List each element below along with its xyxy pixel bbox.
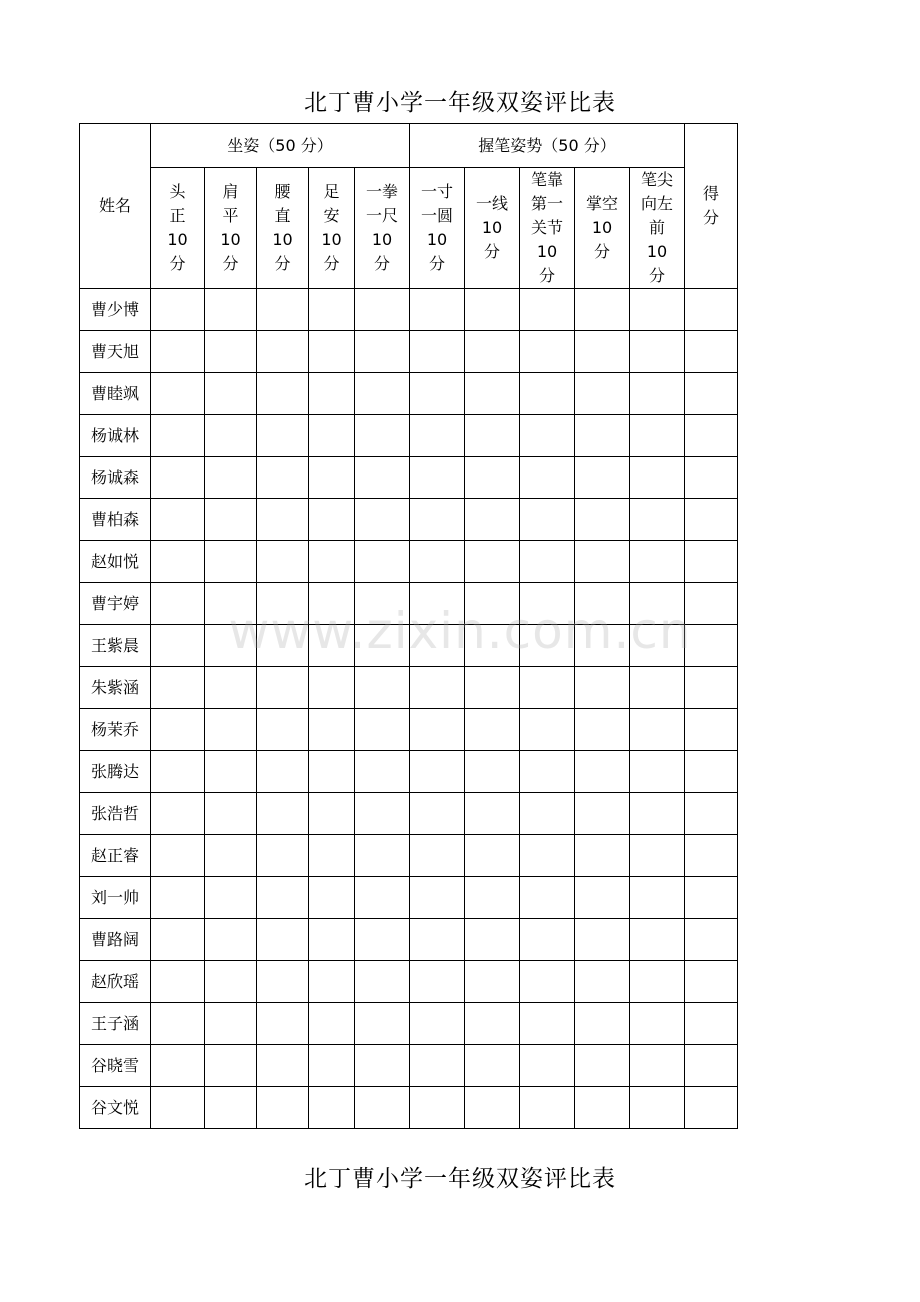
- score-cell[interactable]: [355, 1087, 410, 1129]
- score-cell[interactable]: [520, 1003, 575, 1045]
- score-cell[interactable]: [410, 751, 465, 793]
- score-cell[interactable]: [355, 667, 410, 709]
- score-cell[interactable]: [355, 289, 410, 331]
- score-cell[interactable]: [630, 1045, 685, 1087]
- score-cell[interactable]: [151, 1087, 205, 1129]
- student-name: 杨诚森: [80, 457, 151, 499]
- student-name: 朱紫涵: [80, 667, 151, 709]
- score-cell[interactable]: [465, 289, 520, 331]
- score-cell[interactable]: [465, 877, 520, 919]
- score-cell[interactable]: [355, 709, 410, 751]
- score-cell[interactable]: [309, 541, 355, 583]
- score-cell[interactable]: [465, 793, 520, 835]
- score-cell[interactable]: [520, 457, 575, 499]
- score-cell[interactable]: [309, 1045, 355, 1087]
- score-cell[interactable]: [355, 835, 410, 877]
- score-cell[interactable]: [355, 331, 410, 373]
- score-cell[interactable]: [151, 877, 205, 919]
- student-name: 谷晓雪: [80, 1045, 151, 1087]
- total-cell[interactable]: [685, 751, 738, 793]
- table-row: [80, 541, 738, 583]
- total-cell[interactable]: [685, 961, 738, 1003]
- score-cell[interactable]: [465, 541, 520, 583]
- score-cell[interactable]: [410, 541, 465, 583]
- score-cell[interactable]: [205, 1087, 257, 1129]
- score-cell[interactable]: [575, 583, 630, 625]
- score-cell[interactable]: [630, 751, 685, 793]
- total-cell[interactable]: [685, 625, 738, 667]
- score-cell[interactable]: [575, 457, 630, 499]
- total-cell[interactable]: [685, 373, 738, 415]
- student-name: 曹路阔: [80, 919, 151, 961]
- student-name: 王紫晨: [80, 625, 151, 667]
- page-title-repeat: 北丁曹小学一年级双姿评比表: [304, 1166, 616, 1192]
- score-cell[interactable]: [410, 667, 465, 709]
- student-name: 曹睦飒: [80, 373, 151, 415]
- score-cell[interactable]: [355, 373, 410, 415]
- score-cell[interactable]: [465, 919, 520, 961]
- student-name: 谷文悦: [80, 1087, 151, 1129]
- score-cell[interactable]: [205, 1045, 257, 1087]
- score-cell[interactable]: [151, 541, 205, 583]
- group-header-row: [80, 124, 738, 168]
- score-cell[interactable]: [575, 667, 630, 709]
- score-cell[interactable]: [151, 457, 205, 499]
- score-cell[interactable]: [630, 373, 685, 415]
- score-cell[interactable]: [520, 667, 575, 709]
- student-name: 赵欣瑶: [80, 961, 151, 1003]
- total-cell[interactable]: [685, 583, 738, 625]
- criterion-header: 笔尖 向左 前 10 分: [630, 168, 685, 289]
- score-cell[interactable]: [520, 877, 575, 919]
- score-cell[interactable]: [151, 583, 205, 625]
- score-cell[interactable]: [575, 415, 630, 457]
- score-cell[interactable]: [520, 751, 575, 793]
- score-cell[interactable]: [205, 289, 257, 331]
- score-cell[interactable]: [465, 1045, 520, 1087]
- score-cell[interactable]: [465, 835, 520, 877]
- table-row: [80, 1087, 738, 1129]
- score-cell[interactable]: [151, 961, 205, 1003]
- score-cell[interactable]: [257, 961, 309, 1003]
- table-row: [80, 961, 738, 1003]
- score-cell[interactable]: [465, 667, 520, 709]
- score-cell[interactable]: [630, 961, 685, 1003]
- score-cell[interactable]: [257, 667, 309, 709]
- score-cell[interactable]: [205, 877, 257, 919]
- score-cell[interactable]: [465, 1003, 520, 1045]
- score-cell[interactable]: [575, 373, 630, 415]
- score-cell[interactable]: [309, 457, 355, 499]
- score-cell[interactable]: [575, 751, 630, 793]
- score-cell[interactable]: [205, 373, 257, 415]
- score-cell[interactable]: [309, 793, 355, 835]
- score-cell[interactable]: [630, 541, 685, 583]
- score-cell[interactable]: [205, 709, 257, 751]
- score-cell[interactable]: [410, 1045, 465, 1087]
- table-row: [80, 499, 738, 541]
- score-cell[interactable]: [355, 457, 410, 499]
- score-cell[interactable]: [465, 961, 520, 1003]
- score-cell[interactable]: [151, 751, 205, 793]
- score-cell[interactable]: [465, 415, 520, 457]
- score-cell[interactable]: [630, 919, 685, 961]
- score-cell[interactable]: [465, 709, 520, 751]
- total-cell[interactable]: [685, 1045, 738, 1087]
- score-cell[interactable]: [355, 751, 410, 793]
- total-cell[interactable]: [685, 793, 738, 835]
- total-cell[interactable]: [685, 667, 738, 709]
- score-cell[interactable]: [205, 919, 257, 961]
- score-cell[interactable]: [520, 961, 575, 1003]
- score-cell[interactable]: [465, 499, 520, 541]
- table-row: [80, 667, 738, 709]
- score-cell[interactable]: [355, 541, 410, 583]
- criterion-header: 一寸 一圆 10 分: [410, 168, 465, 289]
- score-cell[interactable]: [257, 373, 309, 415]
- score-cell[interactable]: [520, 1045, 575, 1087]
- score-cell[interactable]: [630, 457, 685, 499]
- score-cell[interactable]: [630, 415, 685, 457]
- criterion-header: 头 正 10 分: [151, 168, 205, 289]
- score-cell[interactable]: [630, 667, 685, 709]
- score-cell[interactable]: [309, 919, 355, 961]
- score-cell[interactable]: [630, 835, 685, 877]
- score-cell[interactable]: [410, 709, 465, 751]
- score-cell[interactable]: [520, 541, 575, 583]
- score-cell[interactable]: [410, 961, 465, 1003]
- score-cell[interactable]: [309, 835, 355, 877]
- student-name: 张浩哲: [80, 793, 151, 835]
- score-cell[interactable]: [410, 793, 465, 835]
- total-cell[interactable]: [685, 919, 738, 961]
- score-cell[interactable]: [575, 835, 630, 877]
- table-row: [80, 793, 738, 835]
- student-name: 王子涵: [80, 1003, 151, 1045]
- table-row: [80, 415, 738, 457]
- score-cell[interactable]: [205, 667, 257, 709]
- score-cell[interactable]: [520, 499, 575, 541]
- score-cell[interactable]: [355, 499, 410, 541]
- score-cell[interactable]: [151, 625, 205, 667]
- table-row: [80, 625, 738, 667]
- score-cell[interactable]: [205, 583, 257, 625]
- score-cell[interactable]: [575, 1003, 630, 1045]
- score-cell[interactable]: [151, 919, 205, 961]
- score-cell[interactable]: [257, 1087, 309, 1129]
- score-cell[interactable]: [575, 961, 630, 1003]
- sitting-posture-header: 坐姿（50 分）: [151, 124, 410, 168]
- criterion-header: 一线 10 分: [465, 168, 520, 289]
- score-cell[interactable]: [465, 625, 520, 667]
- score-cell[interactable]: [465, 583, 520, 625]
- score-cell[interactable]: [205, 541, 257, 583]
- score-cell[interactable]: [520, 793, 575, 835]
- score-cell[interactable]: [575, 1087, 630, 1129]
- student-name: 曹少博: [80, 289, 151, 331]
- score-cell[interactable]: [205, 1003, 257, 1045]
- score-cell[interactable]: [151, 1045, 205, 1087]
- score-cell[interactable]: [575, 793, 630, 835]
- score-cell[interactable]: [520, 583, 575, 625]
- score-cell[interactable]: [205, 961, 257, 1003]
- score-cell[interactable]: [410, 625, 465, 667]
- score-cell[interactable]: [410, 1087, 465, 1129]
- score-cell[interactable]: [257, 331, 309, 373]
- score-cell[interactable]: [257, 835, 309, 877]
- score-cell[interactable]: [575, 1045, 630, 1087]
- score-cell[interactable]: [355, 793, 410, 835]
- score-cell[interactable]: [630, 877, 685, 919]
- score-cell[interactable]: [630, 331, 685, 373]
- score-cell[interactable]: [465, 331, 520, 373]
- total-cell[interactable]: [685, 877, 738, 919]
- score-cell[interactable]: [410, 583, 465, 625]
- score-cell[interactable]: [630, 499, 685, 541]
- student-name: 刘一帅: [80, 877, 151, 919]
- total-cell[interactable]: [685, 415, 738, 457]
- score-cell[interactable]: [575, 919, 630, 961]
- score-cell[interactable]: [630, 625, 685, 667]
- pen-grip-header: 握笔姿势（50 分）: [410, 124, 685, 168]
- total-cell[interactable]: [685, 331, 738, 373]
- score-cell[interactable]: [410, 289, 465, 331]
- name-column-header: 姓名: [80, 124, 151, 289]
- score-cell[interactable]: [205, 751, 257, 793]
- score-cell[interactable]: [309, 751, 355, 793]
- score-cell[interactable]: [410, 499, 465, 541]
- score-cell[interactable]: [257, 919, 309, 961]
- score-cell[interactable]: [630, 1087, 685, 1129]
- total-cell[interactable]: [685, 1003, 738, 1045]
- table-row: [80, 835, 738, 877]
- table-row: [80, 583, 738, 625]
- score-cell[interactable]: [520, 289, 575, 331]
- score-cell[interactable]: [257, 541, 309, 583]
- score-cell[interactable]: [630, 1003, 685, 1045]
- score-cell[interactable]: [465, 373, 520, 415]
- score-cell[interactable]: [355, 583, 410, 625]
- score-cell[interactable]: [520, 919, 575, 961]
- score-cell[interactable]: [309, 1003, 355, 1045]
- score-cell[interactable]: [630, 709, 685, 751]
- score-cell[interactable]: [465, 1087, 520, 1129]
- table-row: [80, 1003, 738, 1045]
- score-cell[interactable]: [151, 709, 205, 751]
- score-cell[interactable]: [151, 499, 205, 541]
- table-row: [80, 751, 738, 793]
- student-name: 赵正睿: [80, 835, 151, 877]
- score-cell[interactable]: [151, 835, 205, 877]
- watermark: www.zixin.com.cn: [228, 602, 692, 660]
- total-cell[interactable]: [685, 541, 738, 583]
- score-cell[interactable]: [520, 331, 575, 373]
- score-cell[interactable]: [205, 331, 257, 373]
- score-cell[interactable]: [520, 709, 575, 751]
- score-cell[interactable]: [257, 877, 309, 919]
- score-cell[interactable]: [205, 499, 257, 541]
- score-cell[interactable]: [355, 625, 410, 667]
- criterion-header: 肩 平 10 分: [205, 168, 257, 289]
- student-name: 杨诚林: [80, 415, 151, 457]
- score-cell[interactable]: [575, 877, 630, 919]
- table-row: [80, 373, 738, 415]
- score-cell[interactable]: [355, 1045, 410, 1087]
- table-row: [80, 331, 738, 373]
- score-cell[interactable]: [410, 415, 465, 457]
- score-cell[interactable]: [575, 289, 630, 331]
- score-cell[interactable]: [520, 373, 575, 415]
- score-cell[interactable]: [630, 289, 685, 331]
- score-cell[interactable]: [151, 1003, 205, 1045]
- score-cell[interactable]: [309, 331, 355, 373]
- score-cell[interactable]: [309, 583, 355, 625]
- score-cell[interactable]: [630, 793, 685, 835]
- score-cell[interactable]: [575, 709, 630, 751]
- evaluation-table: [79, 123, 738, 1129]
- score-cell[interactable]: [410, 457, 465, 499]
- student-name: 曹宇婷: [80, 583, 151, 625]
- score-cell[interactable]: [205, 415, 257, 457]
- score-cell[interactable]: [309, 415, 355, 457]
- score-cell[interactable]: [151, 415, 205, 457]
- score-cell[interactable]: [151, 373, 205, 415]
- total-cell[interactable]: [685, 457, 738, 499]
- score-cell[interactable]: [309, 289, 355, 331]
- score-cell[interactable]: [355, 415, 410, 457]
- score-cell[interactable]: [309, 625, 355, 667]
- score-cell[interactable]: [410, 919, 465, 961]
- total-cell[interactable]: [685, 1087, 738, 1129]
- score-cell[interactable]: [355, 877, 410, 919]
- score-cell[interactable]: [257, 415, 309, 457]
- score-cell[interactable]: [309, 961, 355, 1003]
- score-cell[interactable]: [575, 331, 630, 373]
- score-cell[interactable]: [520, 1087, 575, 1129]
- score-cell[interactable]: [575, 499, 630, 541]
- score-cell[interactable]: [205, 625, 257, 667]
- table-row: [80, 289, 738, 331]
- page-title: 北丁曹小学一年级双姿评比表: [304, 90, 616, 116]
- score-cell[interactable]: [309, 373, 355, 415]
- score-cell[interactable]: [257, 709, 309, 751]
- score-cell[interactable]: [520, 415, 575, 457]
- table-row: [80, 877, 738, 919]
- score-column-header: 得 分: [685, 124, 738, 289]
- score-cell[interactable]: [309, 1087, 355, 1129]
- score-cell[interactable]: [575, 541, 630, 583]
- score-cell[interactable]: [257, 793, 309, 835]
- student-name: 赵如悦: [80, 541, 151, 583]
- score-cell[interactable]: [151, 793, 205, 835]
- criterion-header: 一拳 一尺 10 分: [355, 168, 410, 289]
- student-name: 杨茉乔: [80, 709, 151, 751]
- score-cell[interactable]: [465, 457, 520, 499]
- score-cell[interactable]: [465, 751, 520, 793]
- criterion-header: 腰 直 10 分: [257, 168, 309, 289]
- score-cell[interactable]: [520, 835, 575, 877]
- criteria-header-row: [80, 168, 738, 289]
- table-row: [80, 457, 738, 499]
- score-cell[interactable]: [575, 625, 630, 667]
- score-cell[interactable]: [410, 835, 465, 877]
- score-cell[interactable]: [309, 499, 355, 541]
- score-cell[interactable]: [355, 961, 410, 1003]
- criterion-header: 足 安 10 分: [309, 168, 355, 289]
- score-cell[interactable]: [410, 331, 465, 373]
- table-row: [80, 919, 738, 961]
- total-cell[interactable]: [685, 835, 738, 877]
- score-cell[interactable]: [205, 835, 257, 877]
- score-cell[interactable]: [309, 667, 355, 709]
- score-cell[interactable]: [257, 583, 309, 625]
- score-cell[interactable]: [410, 1003, 465, 1045]
- student-name: 曹柏森: [80, 499, 151, 541]
- score-cell[interactable]: [257, 625, 309, 667]
- score-cell[interactable]: [257, 751, 309, 793]
- score-cell[interactable]: [257, 499, 309, 541]
- score-cell[interactable]: [410, 877, 465, 919]
- table-row: [80, 1045, 738, 1087]
- student-name: 张腾达: [80, 751, 151, 793]
- score-cell[interactable]: [410, 373, 465, 415]
- score-cell[interactable]: [257, 1045, 309, 1087]
- score-cell[interactable]: [355, 1003, 410, 1045]
- score-cell[interactable]: [257, 289, 309, 331]
- score-cell[interactable]: [151, 667, 205, 709]
- total-cell[interactable]: [685, 709, 738, 751]
- score-cell[interactable]: [205, 793, 257, 835]
- score-cell[interactable]: [257, 1003, 309, 1045]
- score-cell[interactable]: [205, 457, 257, 499]
- score-cell[interactable]: [309, 877, 355, 919]
- score-cell[interactable]: [630, 583, 685, 625]
- score-cell[interactable]: [257, 457, 309, 499]
- criterion-header: 笔靠 第一 关节 10 分: [520, 168, 575, 289]
- criterion-header: 掌空 10 分: [575, 168, 630, 289]
- score-cell[interactable]: [309, 709, 355, 751]
- student-name: 曹天旭: [80, 331, 151, 373]
- score-cell[interactable]: [355, 919, 410, 961]
- score-cell[interactable]: [520, 625, 575, 667]
- score-cell[interactable]: [151, 331, 205, 373]
- score-cell[interactable]: [151, 289, 205, 331]
- total-cell[interactable]: [685, 499, 738, 541]
- total-cell[interactable]: [685, 289, 738, 331]
- table-row: [80, 709, 738, 751]
